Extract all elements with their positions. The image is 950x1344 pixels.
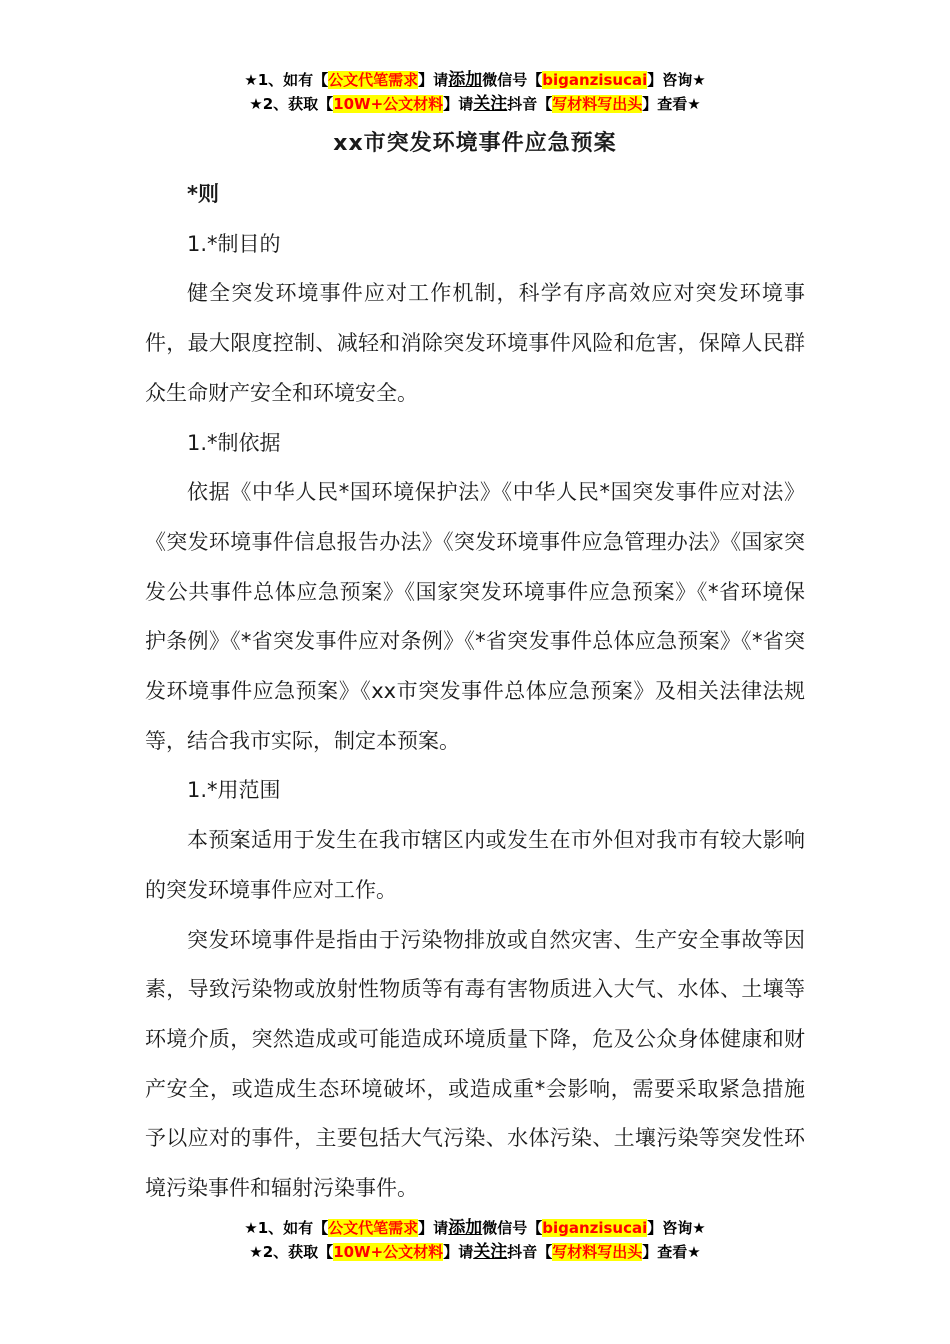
subsection-heading: 1.*制目的 xyxy=(187,231,281,256)
promo-line-2: ★2、获取【10W+公文材料】请关注抖音【写材料写出头】查看★ xyxy=(249,94,701,114)
paragraph: 突发环境事件是指由于污染物排放或自然灾害、生产安全事故等因素，导致污染物或放射性物质等有毒有害物质进入大气、水体、土壤等环境介质，突然造成或可能造成环境质量下降，危及公众身体健康和财产安全，或造成生态环境破坏，或造成重*会影响，需要采取紧急措施予以应对的事件，主要包括大气污染、水体污染、土壤污染等突发性环境污染事件和辐射污染事件。 xyxy=(145,927,805,1201)
section-heading: *则 xyxy=(187,182,219,206)
promo-banner-bottom xyxy=(0,1216,950,1264)
highlight-wechat-id: biganzisucai xyxy=(542,1219,648,1237)
paragraph: 本预案适用于发生在我市辖区内或发生在市外但对我市有较大影响的突发环境事件应对工作。 xyxy=(145,828,805,902)
promo-line-2: ★2、获取【10W+公文材料】请关注抖音【写材料写出头】查看★ xyxy=(249,1242,701,1262)
paragraph: 依据《中华人民*国环境保护法》《中华人民*国突发事件应对法》《突发环境事件信息报告办法》《突发环境事件应急管理办法》《国家突发公共事件总体应急预案》《国家突发环境事件应急预案》《*省环境保护条例》《*省突发事件应对条例》《*省突发事件总体应急预案》《*省突发环境事件应急预案》《xx市突发事件总体应急预案》及相关法律法规等，结合我市实际，制定本预案。 xyxy=(145,480,805,753)
subsection-heading: 1.*用范围 xyxy=(187,778,281,803)
highlight-douyin-account: 写材料写出头 xyxy=(552,1243,643,1261)
document-title: xx市突发环境事件应急预案 xyxy=(333,131,617,156)
promo-line-1: ★1、如有【公文代笔需求】请添加微信号【biganzisucai】咨询★ xyxy=(244,70,706,90)
promo-banner-top xyxy=(0,68,950,116)
subsection-heading: 1.*制依据 xyxy=(187,430,281,455)
highlight-materials: 10W+公文材料 xyxy=(333,1243,444,1261)
highlight-materials: 10W+公文材料 xyxy=(333,95,444,113)
highlight-service: 公文代笔需求 xyxy=(328,71,419,89)
paragraph: 健全突发环境事件应对工作机制，科学有序高效应对突发环境事件，最大限度控制、减轻和消除突发环境事件风险和危害，保障人民群众生命财产安全和环境安全。 xyxy=(145,281,805,405)
document-body xyxy=(145,124,805,1214)
highlight-douyin-account: 写材料写出头 xyxy=(552,95,643,113)
promo-line-1: ★1、如有【公文代笔需求】请添加微信号【biganzisucai】咨询★ xyxy=(244,1218,706,1238)
highlight-wechat-id: biganzisucai xyxy=(542,71,648,89)
highlight-service: 公文代笔需求 xyxy=(328,1219,419,1237)
